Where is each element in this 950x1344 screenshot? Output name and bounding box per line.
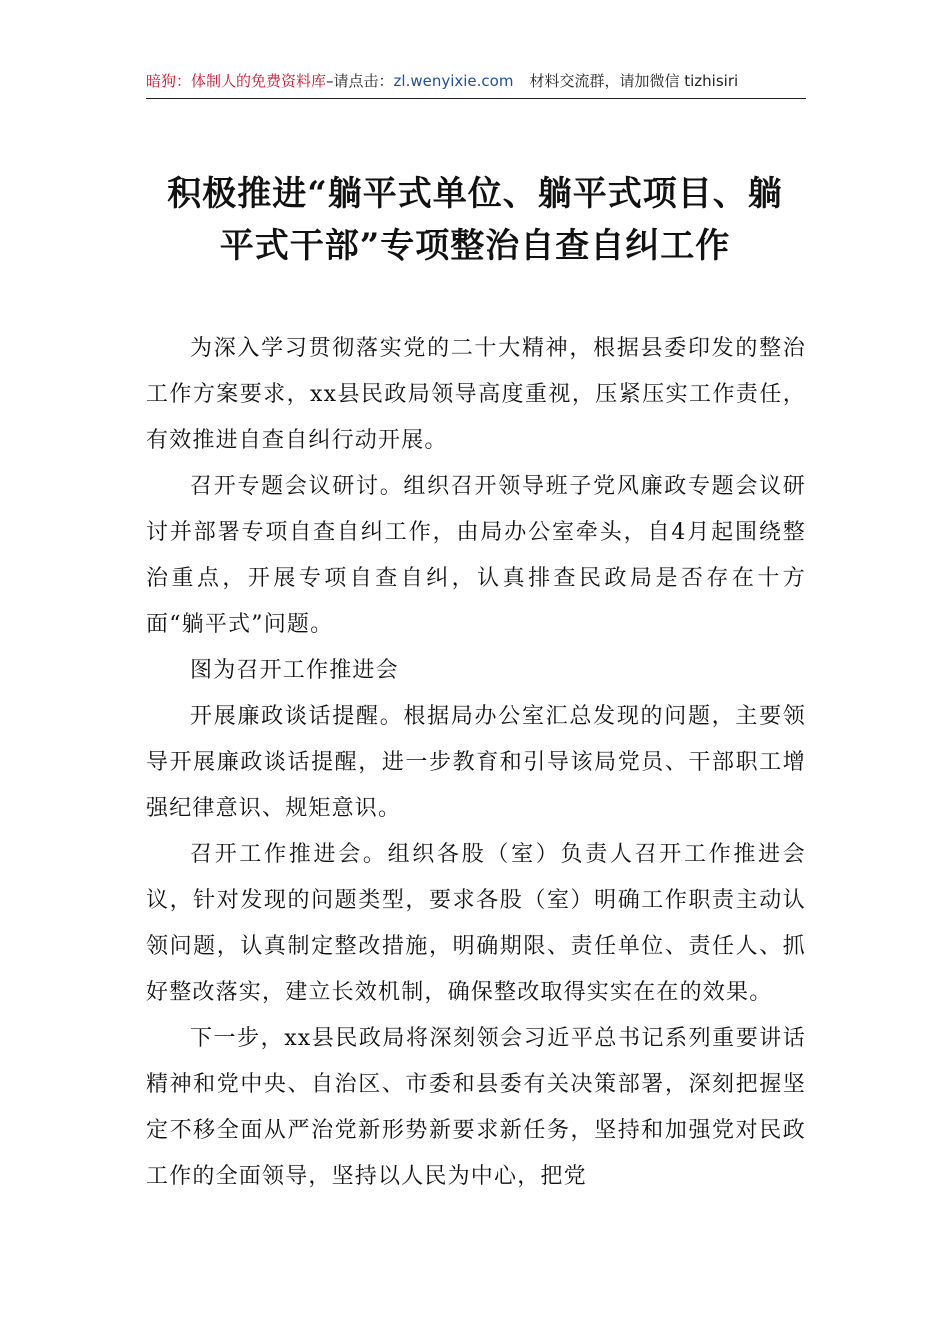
paragraph-integrity-talk: 开展廉政谈话提醒。根据局办公室汇总发现的问题，主要领导开展廉政谈话提醒，进一步教育和引导该局党员、干部职工增强纪律意识、规矩意识。 [146,704,806,821]
paragraph-meeting: 召开专题会议研讨。组织召开领导班子党风廉政专题会议研讨并部署专项自查自纠工作，由局办公室牵头，自4月起围绕整治重点，开展专项自查自纠，认真排查民政局是否存在十方面“躺平式”问题。 [146,474,806,637]
title-line-2: 平式干部”专项整治自查自纠工作 [219,226,731,266]
header-click-prompt: –请点击： [326,72,394,90]
image-caption: 图为召开工作推进会 [190,658,399,683]
paragraph-next-steps: 下一步，xx县民政局将深刻领会习近平总书记系列重要讲话精神和党中央、自治区、市委和县委有关决策部署，深刻把握坚定不移全面从严治党新形势新要求新任务，坚持和加强党对民政工作的全面领导，坚持以人民为中心，把党 [146,1026,806,1189]
title-line-1: 积极推进“躺平式单位、躺平式项目、躺 [167,174,783,214]
document-title [120,168,830,272]
header-url-link[interactable]: zl.wenyixie.com [393,72,514,90]
header-wechat-note: 材料交流群，请加微信 tizhisiri [529,72,739,90]
paragraph-intro: 为深入学习贯彻落实党的二十大精神，根据县委印发的整治工作方案要求，xx县民政局领导高度重视，压紧压实工作责任，有效推进自查自纠行动开展。 [146,336,806,453]
page-header [146,64,806,99]
header-brand: 暗狗：体制人的免费资料库 [146,72,327,90]
paragraph-progress-meeting: 召开工作推进会。组织各股（室）负责人召开工作推进会议，针对发现的问题类型，要求各股（室）明确工作职责主动认领问题，认真制定整改措施，明确期限、责任单位、责任人、抓好整改落实，建立长效机制，确保整改取得实实在在的效果。 [146,842,806,1005]
document-body [146,326,806,1200]
